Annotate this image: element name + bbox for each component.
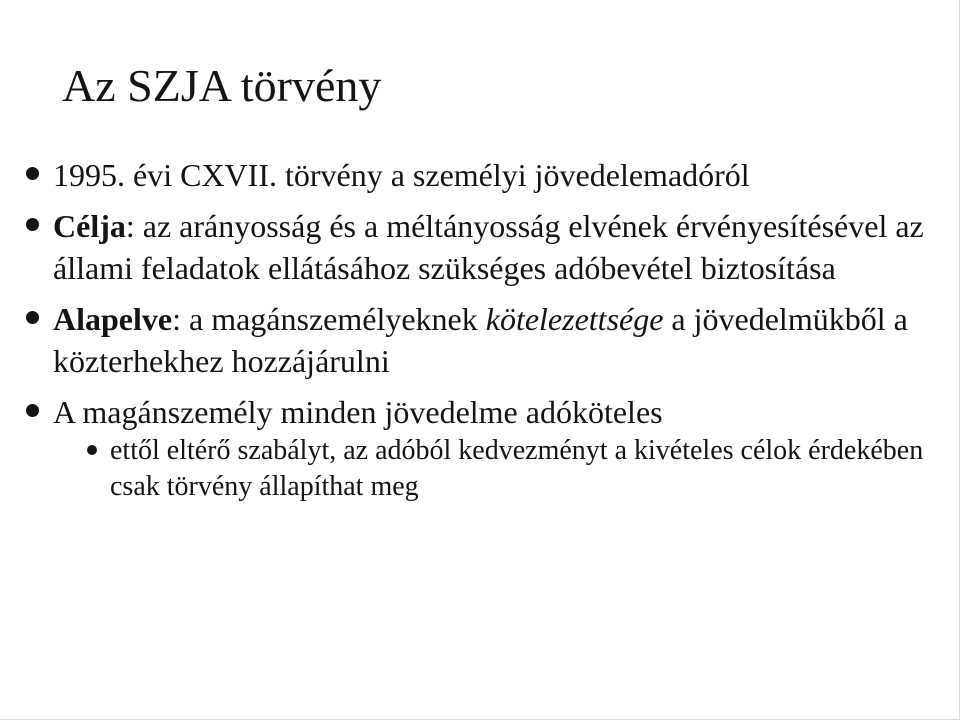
bullet-dot-icon: [26, 167, 39, 180]
bullet-taxable-income: [24, 391, 944, 505]
sub-bullet-text: ettől eltérő szabályt, az adóból kedvezményt a kivételes célok érdekében csak törvény állapíthat meg: [110, 435, 924, 502]
slide-title: Az SZJA törvény: [62, 60, 382, 111]
bullet-purpose: [24, 205, 944, 289]
bullet-principle: [24, 298, 944, 382]
sub-bullet-exception: [83, 433, 944, 505]
bullet-text: a jövedelmükből a közterhekhez hozzájárulni: [53, 301, 908, 379]
bullet-dot-icon: [26, 404, 39, 417]
bullet-label: Alapelve: [53, 301, 173, 337]
sub-bullet-list: [53, 433, 944, 505]
bullet-text: 1995. évi CXVII. törvény a személyi jövedelemadóról: [53, 157, 750, 193]
bullet-dot-icon: [26, 218, 39, 231]
bullet-label: Célja: [53, 208, 126, 244]
bullet-text: : az arányosság és a méltányosság elvének érvényesítésével az állami feladatok ellátásához szükséges adóbevétel biztosítása: [53, 208, 924, 286]
sub-bullet-dot-icon: [87, 445, 97, 455]
bullet-dot-icon: [26, 311, 39, 324]
bullet-list: [24, 154, 944, 514]
bullet-emphasis: kötelezettsége: [485, 301, 664, 337]
bullet-text: A magánszemély minden jövedelme adóköteles: [53, 394, 663, 430]
bullet-law-reference: [24, 154, 944, 196]
bullet-text: : a magánszemélyeknek: [172, 301, 486, 337]
